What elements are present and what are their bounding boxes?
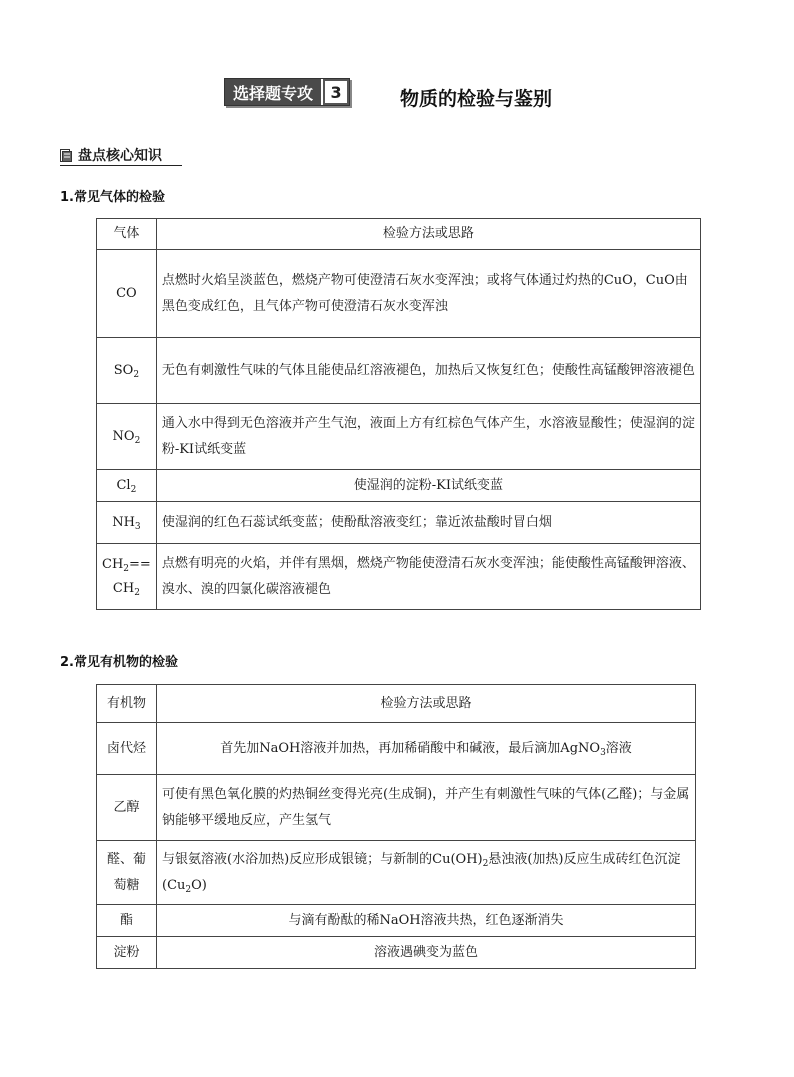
- organic-method: 首先加NaOH溶液并加热，再加稀硝酸中和碱液，最后滴加AgNO$_3$溶液: [157, 723, 696, 775]
- table-row: [97, 775, 696, 841]
- table-row: [97, 723, 696, 775]
- gas-table: [96, 218, 701, 610]
- book-icon: [60, 149, 72, 162]
- column-header: 检验方法或思路: [156, 219, 700, 250]
- badge-label: 选择题专攻: [225, 79, 323, 105]
- gas-name: $NH_3$: [97, 502, 157, 544]
- gas-name: $NO_2$: [97, 404, 157, 470]
- section-title: 盘点核心知识: [78, 148, 162, 164]
- page-title: 物质的检验与鉴别: [400, 88, 553, 110]
- table-row: [97, 250, 701, 338]
- table-header-row: [97, 685, 696, 723]
- table-row: [97, 544, 701, 610]
- section-divider: [60, 165, 182, 166]
- gas-name: $CH_2==$ $CH_2$: [97, 544, 157, 610]
- page-header: [0, 74, 794, 114]
- badge-number: 3: [325, 81, 347, 103]
- organic-method: 溶液遇碘变为蓝色: [157, 937, 696, 969]
- organic-table: [96, 684, 696, 969]
- organic-name: 淀粉: [97, 937, 157, 969]
- section-heading: [60, 145, 162, 165]
- gas-section-heading: 1.常见气体的检验: [60, 190, 165, 205]
- gas-method: 无色有刺激性气味的气体且能使品红溶液褪色，加热后又恢复红色；使酸性高锰酸钾溶液褪色: [156, 338, 700, 404]
- organic-name: 醛、葡萄糖: [97, 841, 157, 905]
- organic-method: 可使有黑色氧化膜的灼热铜丝变得光亮(生成铜)，并产生有刺激性气味的气体(乙醛)；与金属钠能够平缓地反应，产生氢气: [157, 775, 696, 841]
- table-row: [97, 404, 701, 470]
- table-row: [97, 338, 701, 404]
- gas-method: 点燃时火焰呈淡蓝色，燃烧产物可使澄清石灰水变浑浊；或将气体通过灼热的CuO，CuO由黑色变成红色，且气体产物可使澄清石灰水变浑浊: [156, 250, 700, 338]
- table-row: [97, 905, 696, 937]
- gas-method: 点燃有明亮的火焰，并伴有黑烟，燃烧产物能使澄清石灰水变浑浊；能使酸性高锰酸钾溶液、溴水、溴的四氯化碳溶液褪色: [156, 544, 700, 610]
- column-header: 检验方法或思路: [157, 685, 696, 723]
- gas-method: 使湿润的红色石蕊试纸变蓝；使酚酞溶液变红；靠近浓盐酸时冒白烟: [156, 502, 700, 544]
- organic-method: 与银氨溶液(水浴加热)反应形成银镜；与新制的$Cu(OH)_2$悬浊液(加热)反应生成砖红色沉淀$(Cu_2O)$: [157, 841, 696, 905]
- organic-name: 卤代烃: [97, 723, 157, 775]
- table-header-row: [97, 219, 701, 250]
- organic-method: 与滴有酚酞的稀NaOH溶液共热，红色逐渐消失: [157, 905, 696, 937]
- gas-name: $SO_2$: [97, 338, 157, 404]
- gas-method: 使湿润的淀粉-KI试纸变蓝: [156, 470, 700, 502]
- table-row: [97, 470, 701, 502]
- organic-name: 乙醇: [97, 775, 157, 841]
- table-row: [97, 841, 696, 905]
- gas-method: 通入水中得到无色溶液并产生气泡，液面上方有红棕色气体产生，水溶液显酸性；使湿润的淀粉-KI试纸变蓝: [156, 404, 700, 470]
- gas-name: CO: [97, 250, 157, 338]
- column-header: 有机物: [97, 685, 157, 723]
- gas-name: $Cl_2$: [97, 470, 157, 502]
- topic-badge: [224, 78, 350, 106]
- organic-name: 酯: [97, 905, 157, 937]
- organic-section-heading: 2.常见有机物的检验: [60, 655, 178, 670]
- table-row: [97, 502, 701, 544]
- table-row: [97, 937, 696, 969]
- column-header: 气体: [97, 219, 157, 250]
